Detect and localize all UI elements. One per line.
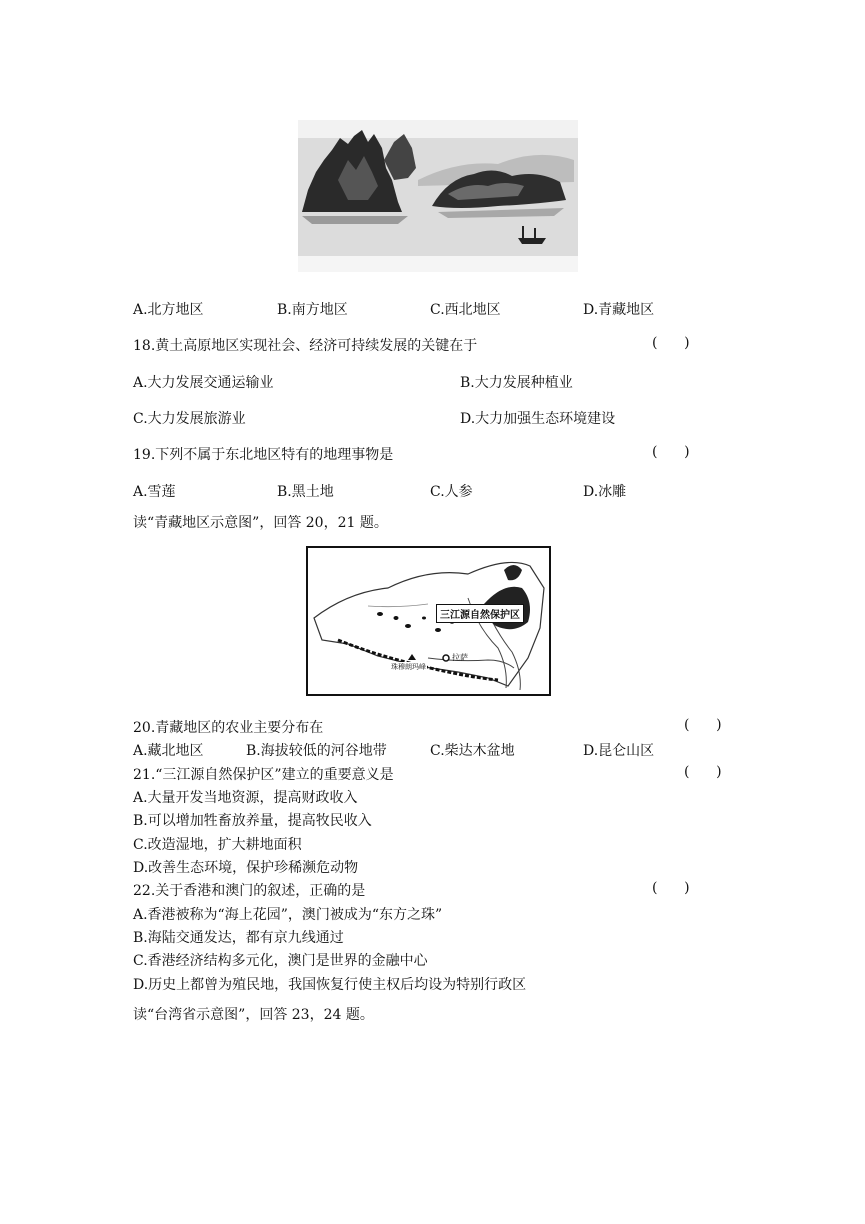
q19-option-a: A.雪莲 (133, 484, 176, 500)
q22-option-d: D.历史上都曾为殖民地，我国恢复行使主权后均设为特别行政区 (133, 977, 527, 993)
q20-option-b: B.海拔较低的河谷地带 (246, 743, 387, 759)
q21-answer-paren: ( ) (684, 764, 722, 780)
qinghai-tibet-map (306, 546, 551, 696)
reading-prompt-taiwan: 读“台湾省示意图”，回答 23，24 题。 (133, 1007, 374, 1023)
q19-answer-paren: ( ) (652, 444, 690, 460)
map-label-three-rivers-reserve: 三江源自然保护区 (436, 604, 524, 623)
q17-option-d: D.青藏地区 (583, 302, 655, 318)
q18-answer-paren: ( ) (652, 335, 690, 351)
q20-option-c: C.柴达木盆地 (430, 743, 515, 759)
q19-option-b: B.黑土地 (277, 484, 334, 500)
map-label-lhasa: 拉萨 (452, 653, 468, 662)
q17-option-a: A.北方地区 (133, 302, 204, 318)
q20-option-d: D.昆仑山区 (583, 743, 655, 759)
q17-option-b: B.南方地区 (277, 302, 348, 318)
q21-option-c: C.改造湿地，扩大耕地面积 (133, 837, 302, 853)
q20-option-a: A.藏北地区 (133, 743, 204, 759)
q19-option-d: D.冰雕 (583, 484, 627, 500)
q22-option-b: B.海陆交通发达，都有京九线通过 (133, 930, 344, 946)
q21-option-d: D.改善生态环境，保护珍稀濒危动物 (133, 860, 359, 876)
q21-option-b: B.可以增加牲畜放养量，提高牧民收入 (133, 813, 372, 829)
map-label-everest: 珠穆朗玛峰 (391, 663, 426, 671)
q18-option-c: C.大力发展旅游业 (133, 411, 246, 427)
q22-answer-paren: ( ) (652, 880, 690, 896)
q21-option-a: A.大量开发当地资源，提高财政收入 (133, 790, 358, 806)
q20-answer-paren: ( ) (684, 717, 722, 733)
q21-stem: 21.“三江源自然保护区”建立的重要意义是 (133, 767, 394, 783)
q20-stem: 20.青藏地区的农业主要分布在 (133, 720, 324, 736)
landscape-painting-figure (298, 120, 578, 272)
q22-option-c: C.香港经济结构多元化，澳门是世界的金融中心 (133, 953, 428, 969)
q22-stem: 22.关于香港和澳门的叙述，正确的是 (133, 883, 366, 899)
q22-option-a: A.香港被称为“海上花园”，澳门被成为“东方之珠” (133, 907, 443, 923)
q18-stem: 18.黄土高原地区实现社会、经济可持续发展的关键在于 (133, 338, 478, 354)
q17-option-c: C.西北地区 (430, 302, 501, 318)
q19-stem: 19.下列不属于东北地区特有的地理事物是 (133, 447, 394, 463)
reading-prompt-qinghai-tibet: 读“青藏地区示意图”，回答 20，21 题。 (133, 515, 388, 531)
q19-option-c: C.人参 (430, 484, 473, 500)
q18-option-a: A.大力发展交通运输业 (133, 375, 274, 391)
q18-option-d: D.大力加强生态环境建设 (460, 411, 616, 427)
q18-option-b: B.大力发展种植业 (460, 375, 573, 391)
